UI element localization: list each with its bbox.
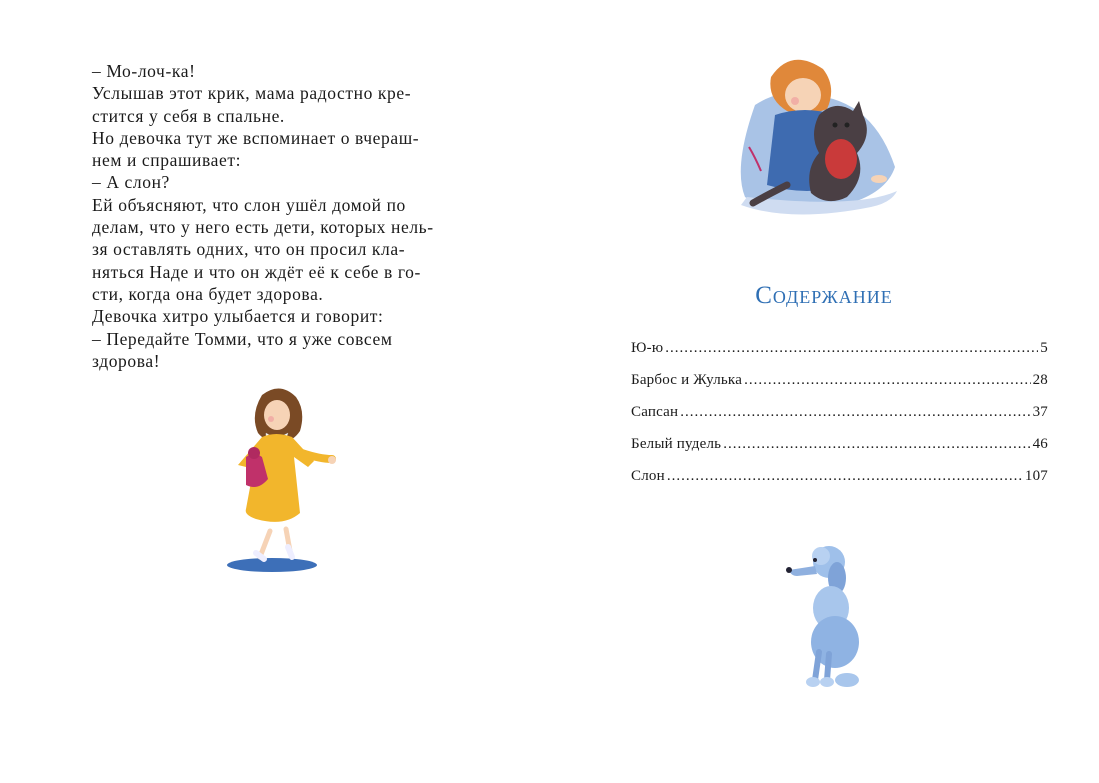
story-line: делам, что у него есть дети, которых нель-	[92, 217, 434, 238]
story-line: няться Наде и что он ждёт её к себе в го-	[92, 261, 421, 282]
toc-entry-page: 37	[1032, 404, 1048, 420]
toc-leader-dots	[723, 436, 1030, 453]
table-of-contents	[631, 340, 1048, 500]
right-page	[549, 0, 1099, 783]
story-line: Но девочка тут же вспоминает о вчераш-	[92, 127, 420, 148]
toc-leader-dots	[665, 340, 1038, 357]
toc-entry-page: 28	[1032, 372, 1048, 388]
toc-leader-dots	[744, 372, 1031, 389]
girl-hugging-cat-illustration	[735, 55, 903, 220]
story-line: Девочка хитро улыбается и говорит:	[92, 306, 384, 327]
toc-entry-page: 107	[1024, 468, 1048, 484]
toc-entry[interactable]	[631, 436, 1048, 468]
blue-poodle-illustration	[781, 542, 866, 692]
story-line: – Передайте Томми, что я уже совсем	[92, 328, 393, 349]
toc-entry[interactable]	[631, 372, 1048, 404]
story-line: Ей объясняют, что слон ушёл домой по	[92, 194, 406, 215]
story-line: Услышав этот крик, мама радостно кре-	[92, 83, 412, 104]
toc-entry[interactable]	[631, 340, 1048, 372]
toc-entry-title: Барбос и Жулька	[631, 372, 743, 388]
story-line: здорова!	[92, 350, 161, 371]
story-line: – Мо-лоч-ка!	[92, 61, 196, 81]
toc-entry-title: Ю-ю	[631, 340, 664, 356]
toc-leader-dots	[667, 468, 1023, 485]
toc-entry[interactable]	[631, 468, 1048, 500]
story-line: зя оставлять одних, что он просил кла-	[92, 239, 406, 260]
toc-entry-page: 5	[1040, 340, 1048, 356]
story-line: нем и спрашивает:	[92, 150, 242, 171]
toc-entry[interactable]	[631, 404, 1048, 436]
toc-entry-title: Белый пудель	[631, 436, 722, 452]
girl-with-doll-illustration	[222, 385, 347, 580]
story-line: стится у себя в спальне.	[92, 105, 285, 126]
toc-entry-title: Сапсан	[631, 404, 679, 420]
toc-entry-page: 46	[1032, 436, 1048, 452]
story-line: сти, когда она будет здорова.	[92, 283, 324, 304]
contents-title: Содержание	[755, 282, 893, 309]
left-page	[0, 0, 549, 783]
toc-leader-dots	[680, 404, 1030, 421]
toc-entry-title: Слон	[631, 468, 665, 484]
story-text	[92, 60, 490, 372]
story-line: – А слон?	[92, 172, 170, 193]
